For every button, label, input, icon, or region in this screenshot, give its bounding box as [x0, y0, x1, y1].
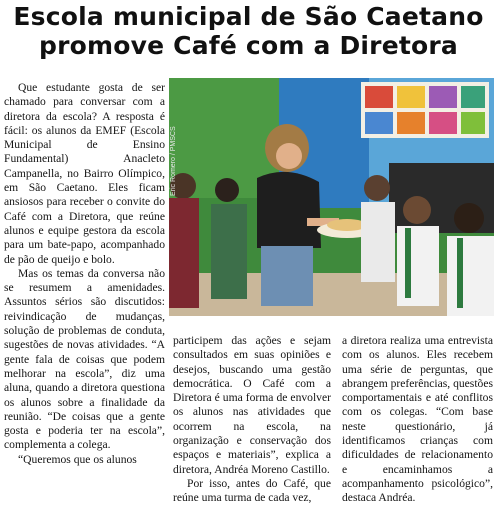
article-paragraph: Por isso, antes do Café, que reúne uma turma de cada vez,	[173, 476, 331, 505]
article-column-right	[342, 334, 493, 506]
article-paragraph: a diretora realiza uma entrevista com os alunos. Eles recebem uma série de perguntas, que abrangem preferências, questões comportamentais e até conflitos com os colegas. “Com base neste questionário, já identificamos crianças com dificuldades de relacionamento e encaminhamos a acompanhamento psicológico”, destaca Andréa.	[342, 334, 493, 505]
article-paragraph: Que estudante gosta de ser chamado para conversar com a diretora da escola? A resposta é fácil: os alunos da EMEF (Escola Municipal de Ensino Fundamental) Anacleto Campanella, no Bairro Olímpico, em São Caetano. Eles ficam ansiosos para receber o convite do Café com a Diretora, que reúne alunos e equipe gestora da escola para um bate-papo, acompanhado de pão de queijo e bolo.	[4, 81, 165, 266]
article-paragraph: Mas os temas da conversa não se resumem a amenidades. Assuntos sérios são discutidos: reivindicação de mudanças, solução de problemas de conduta, sugestões de novas atividades. “A gente fala de coisas que podem melhorar na escola”, diz uma aluna, quando a diretora questiona os alunos sobre a finalidade da reunião. “De coisas que a gente gosta e poderia ter na escola”, complementa a colega.	[4, 266, 165, 452]
article-column-left	[4, 81, 165, 467]
article-column-middle	[173, 334, 331, 506]
article-paragraph: “Queremos que os alunos	[18, 452, 137, 466]
headline	[0, 2, 497, 60]
article-paragraph: participem das ações e sejam consultados em suas opiniões e desejos, buscando uma gestão democrática. O Café com a Diretora é uma forma de envolver os alunos nas atividades que ocorrem na escola, na organização e conservação dos espaços e materiais”, explica a diretora, Andréa Moreno Castillo.	[173, 334, 331, 476]
classroom-scene-image	[169, 78, 494, 316]
photo-credit: Eric Romero / PMSCS	[170, 126, 177, 196]
headline-line-2: promove Café com a Diretora	[39, 31, 458, 60]
article-photo	[169, 78, 494, 316]
headline-line-1: Escola municipal de São Caetano	[13, 2, 484, 31]
